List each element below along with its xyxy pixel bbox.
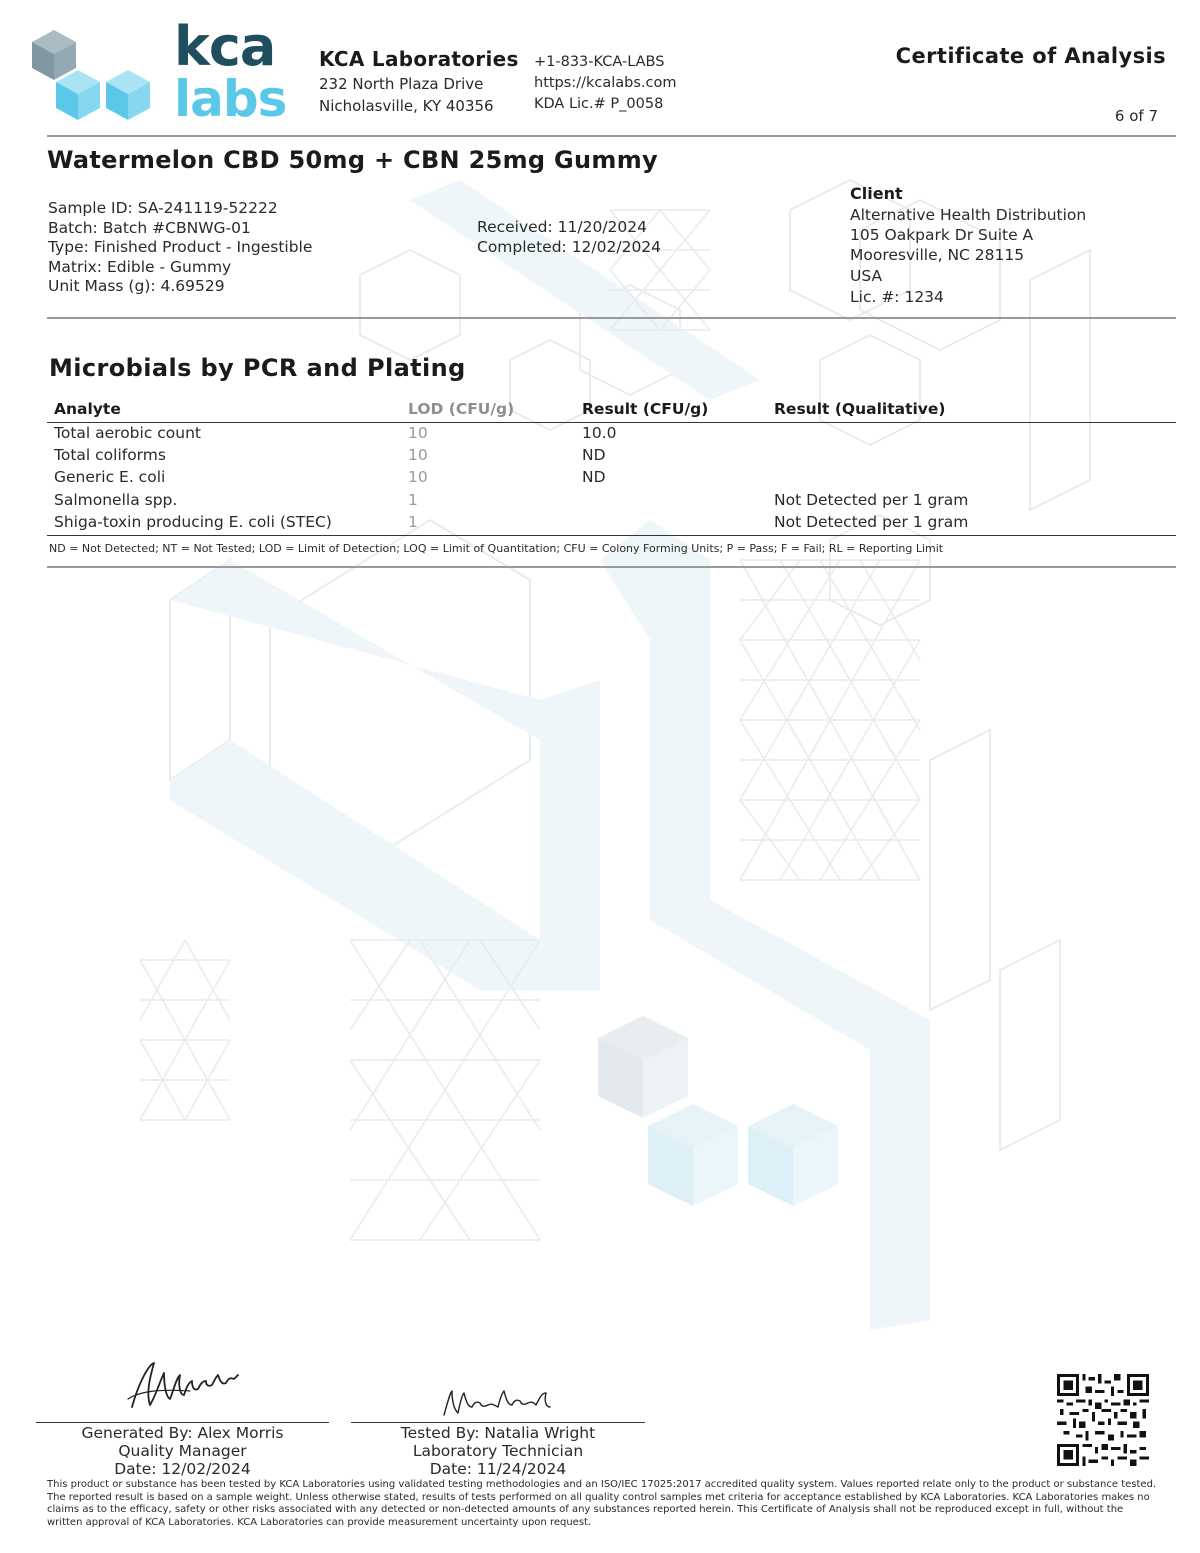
signature-alex-morris: [120, 1355, 250, 1415]
table-row: [0, 468, 1200, 490]
section-divider: [47, 566, 1176, 568]
lab-phone: +1-833-KCA-LABS: [534, 54, 665, 70]
signature-line-tested: [351, 1422, 645, 1423]
result-cell: ND: [582, 446, 606, 464]
received-date: Received: 11/20/2024: [477, 218, 648, 236]
lod-cell: 1: [408, 491, 418, 509]
tested-by: Tested By: Natalia Wright: [400, 1424, 596, 1442]
lod-cell: 10: [408, 424, 428, 442]
client-address2: Mooresville, NC 28115: [850, 246, 1025, 264]
generated-date: Date: 12/02/2024: [114, 1460, 251, 1478]
lab-website[interactable]: https://kcalabs.com: [534, 75, 677, 91]
table-header-line: [47, 422, 1176, 423]
client-name: Alternative Health Distribution: [850, 206, 1087, 224]
generated-role: Quality Manager: [118, 1442, 247, 1460]
info-divider: [47, 317, 1176, 319]
col-header-result: Result (CFU/g): [582, 400, 709, 418]
tested-by-block: [351, 1424, 645, 1478]
analyte-cell: Generic E. coli: [54, 468, 166, 486]
batch: Batch: Batch #CBNWG-01: [48, 218, 251, 237]
col-header-lod: LOD (CFU/g): [408, 400, 515, 418]
qr-code-icon[interactable]: [1057, 1374, 1149, 1466]
analyte-cell: Salmonella spp.: [54, 491, 178, 509]
lod-cell: 10: [408, 446, 428, 464]
signature-line-generated: [36, 1422, 329, 1423]
generated-by-block: [36, 1424, 329, 1478]
page-number: 6 of 7: [1114, 107, 1158, 125]
analyte-cell: Total aerobic count: [54, 424, 202, 442]
client-heading: Client: [850, 184, 903, 203]
lod-cell: 10: [408, 468, 428, 486]
client-license: Lic. #: 1234: [850, 288, 944, 306]
sample-details: [48, 199, 312, 297]
header-divider: [47, 135, 1176, 137]
product-type: Type: Finished Product - Ingestible: [48, 238, 313, 256]
qualitative-cell: Not Detected per 1 gram: [774, 513, 969, 531]
sample-id: Sample ID: SA-241119-52222: [48, 199, 278, 217]
tested-role: Laboratory Technician: [412, 1442, 584, 1460]
logo-text-labs: labs: [174, 70, 287, 128]
analyte-cell: Total coliforms: [54, 446, 166, 464]
dates: [477, 218, 661, 257]
client-country: USA: [850, 267, 883, 285]
result-cell: ND: [582, 468, 606, 486]
product-name: Watermelon CBD 50mg + CBN 25mg Gummy: [47, 146, 658, 174]
lab-address-line1: 232 North Plaza Drive: [319, 75, 484, 93]
lod-cell: 1: [408, 513, 418, 531]
logo-text-kca: kca: [174, 15, 276, 78]
analyte-cell: Shiga-toxin producing E. coli (STEC): [54, 513, 332, 531]
lab-license: KDA Lic.# P_0058: [534, 96, 664, 112]
matrix: Matrix: Edible - Gummy: [48, 257, 232, 276]
abbreviation-legend: ND = Not Detected; NT = Not Tested; LOD = Limit of Detection; LOQ = Limit of Quantitation; CFU = Colony Forming Units; P = Pass; F = Fail; RL = Reporting Limit: [49, 542, 944, 555]
document-title: Certificate of Analysis: [895, 44, 1166, 68]
col-header-analyte: Analyte: [54, 400, 121, 418]
lab-address-line2: Nicholasville, KY 40356: [319, 97, 494, 115]
table-bottom-line: [47, 535, 1176, 536]
col-header-qualitative: Result (Qualitative): [774, 400, 946, 418]
signature-natalia-wright: [440, 1385, 560, 1421]
table-row: [0, 491, 1200, 513]
kca-labs-logo: [28, 15, 298, 130]
tested-date: Date: 11/24/2024: [429, 1460, 567, 1478]
table-row: [0, 513, 1200, 535]
client-address1: 105 Oakpark Dr Suite A: [850, 226, 1034, 244]
qualitative-cell: Not Detected per 1 gram: [774, 491, 969, 509]
result-cell: 10.0: [582, 424, 617, 442]
table-row: [0, 446, 1200, 468]
completed-date: Completed: 12/02/2024: [477, 237, 662, 256]
table-row: [0, 424, 1200, 446]
section-title: Microbials by PCR and Plating: [49, 354, 466, 382]
unit-mass: Unit Mass (g): 4.69529: [48, 277, 225, 295]
disclaimer: This product or substance has been tested by KCA Laboratories using validated testing methodologies and an ISO/IEC 17025:2017 accredited quality system. Values reported relate only to the product or substance tested. The reported result is based on a sample weight. Unless otherwise stated, results of tests performed on all quality control samples met criteria for acceptance established by KCA Laboratories. KCA Laboratories makes no claims as to the efficacy, safety or other risks associated with any detected or non-detected amounts of any substances reported herein. This Certificate of Analysis shall not be reproduced except in full, without the written approval of KCA Laboratories. KCA Laboratories can provide measurement uncertainty upon request.: [47, 1479, 1157, 1528]
lab-name: KCA Laboratories: [319, 47, 519, 71]
generated-by: Generated By: Alex Morris: [81, 1424, 284, 1442]
